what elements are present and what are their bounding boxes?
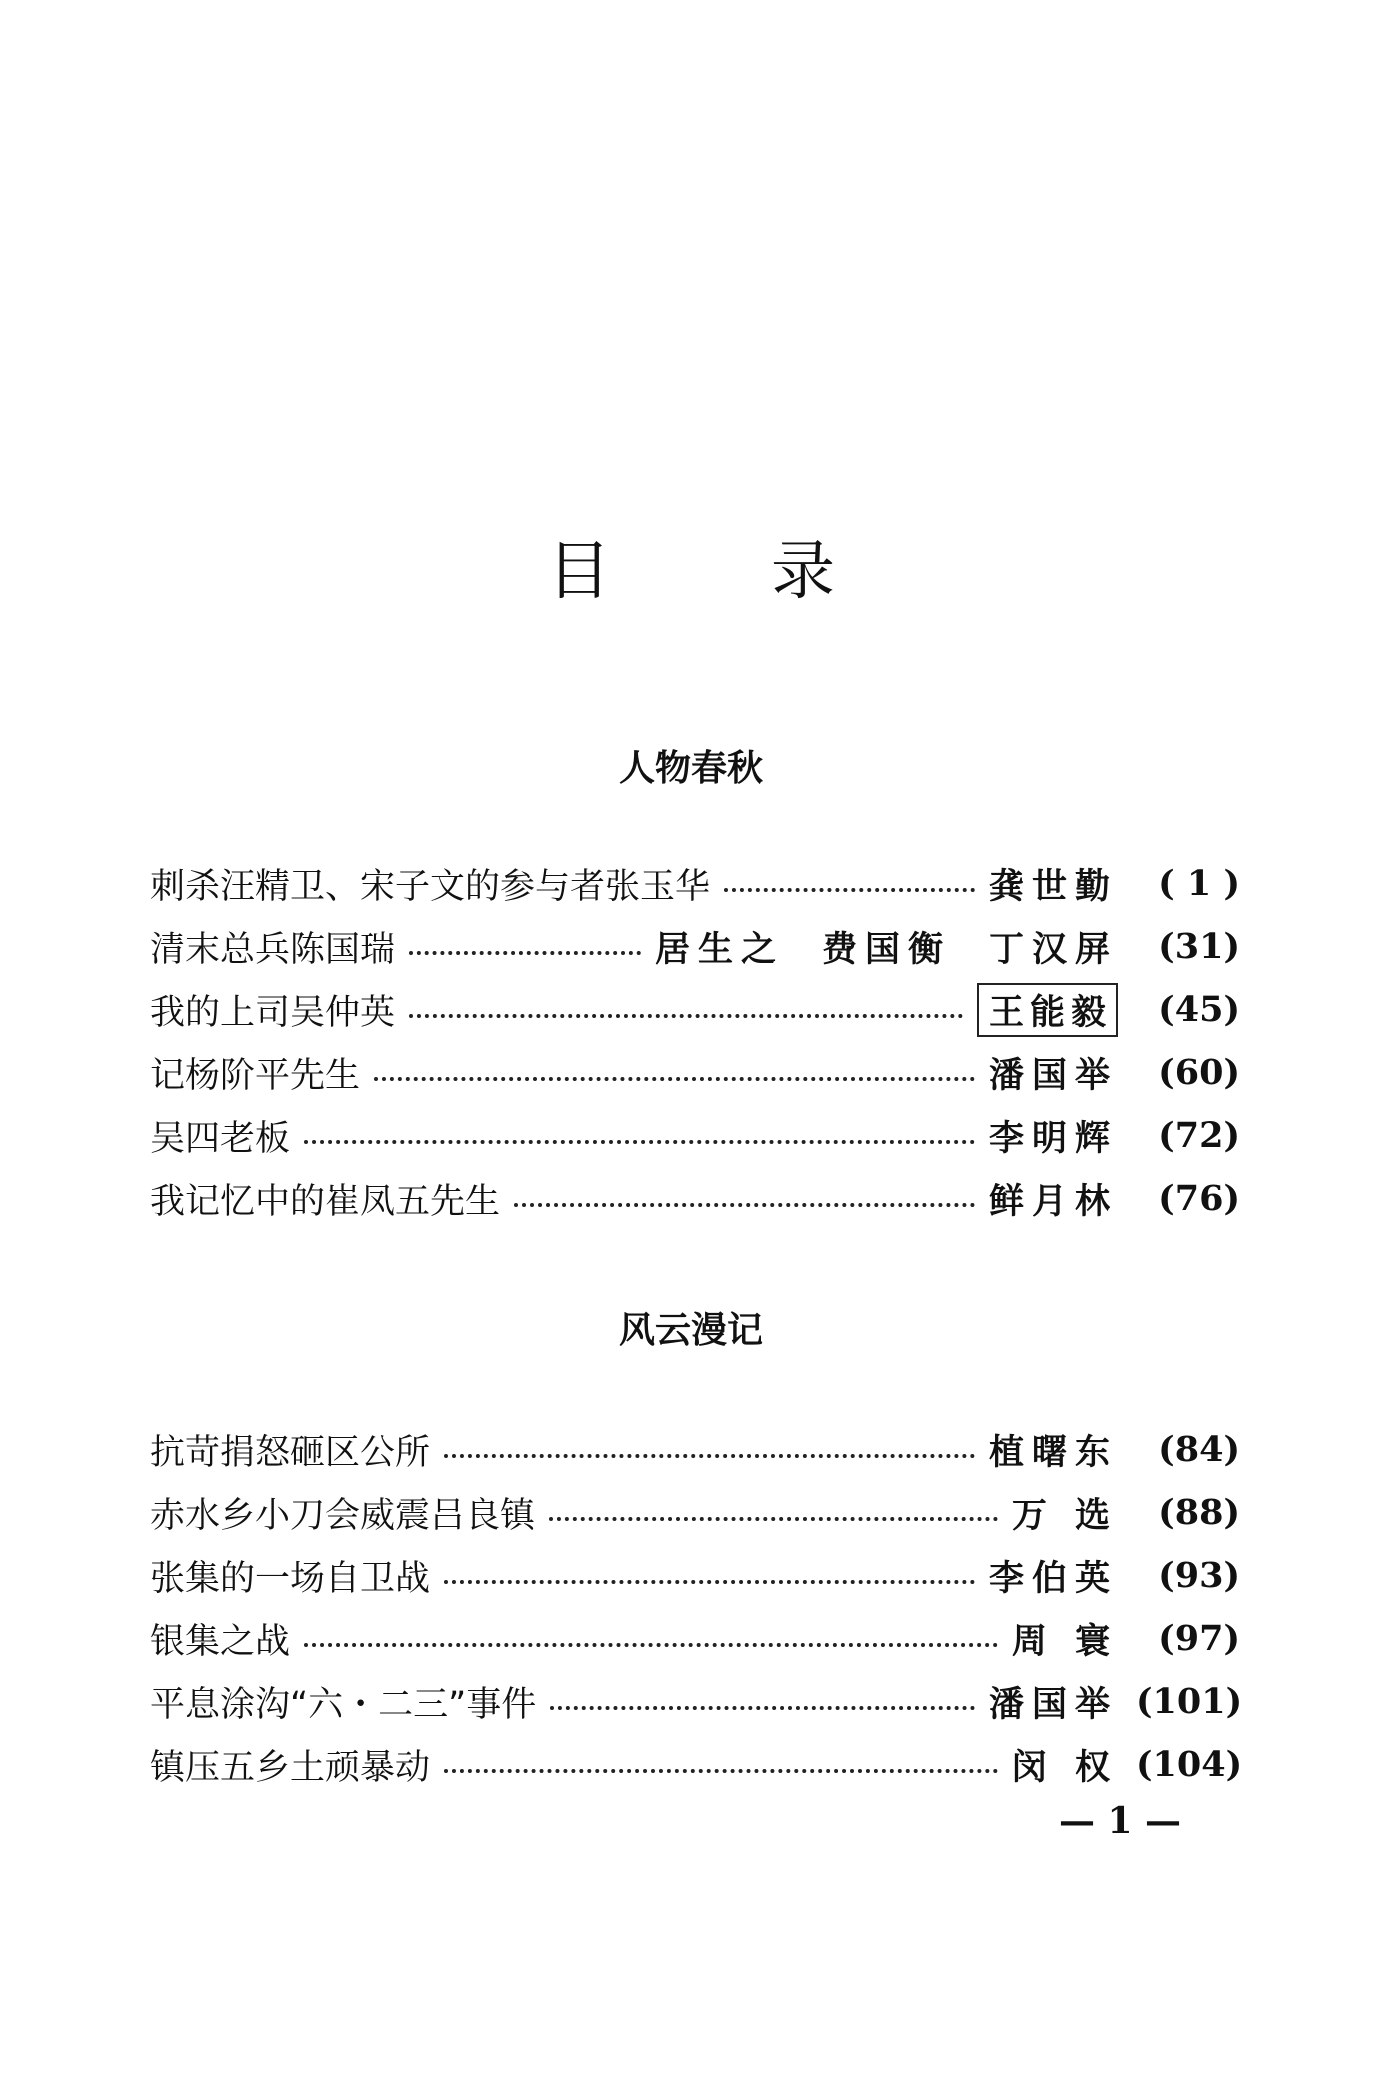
page-title-char-2: 录: [771, 535, 835, 609]
toc-entry[interactable]: [150, 1418, 1240, 1481]
toc-entry[interactable]: [150, 1544, 1240, 1607]
entry-author: 潘国举: [988, 1683, 1118, 1725]
page-title-char-1: 目: [547, 535, 611, 609]
section-heading: 人物春秋: [618, 748, 763, 789]
dot-leader: [724, 888, 975, 892]
toc-entry[interactable]: [150, 1607, 1240, 1670]
toc-entry[interactable]: [150, 1167, 1240, 1230]
entry-title: 抗苛捐怒砸区公所: [150, 1432, 431, 1473]
entry-authors: [977, 983, 1118, 1037]
entry-author: 李明辉: [988, 1117, 1118, 1159]
entry-page: (60): [1158, 1052, 1240, 1093]
toc-entry[interactable]: [150, 1670, 1243, 1733]
dot-leader: [444, 1580, 975, 1584]
toc-entry[interactable]: [150, 1733, 1243, 1796]
entry-author: 龚世勤: [988, 865, 1118, 907]
page-number: — 1 —: [1058, 1800, 1182, 1842]
dot-leader: [409, 1014, 963, 1018]
entry-authors: [1012, 1488, 1118, 1538]
entry-author: 费国衡: [821, 928, 951, 970]
toc-entry[interactable]: [150, 915, 1240, 978]
entry-authors: [1012, 1614, 1118, 1664]
entry-title: 平息涂沟“六・二三”事件: [150, 1684, 537, 1725]
dot-leader: [444, 1454, 975, 1458]
entry-title: 刺杀汪精卫、宋子文的参与者张玉华: [150, 866, 711, 907]
entry-title: 镇压五乡土顽暴动: [150, 1747, 431, 1788]
entry-page: (88): [1158, 1492, 1240, 1533]
toc-entry[interactable]: [150, 1104, 1240, 1167]
entry-page: (93): [1158, 1555, 1240, 1596]
entry-page: (97): [1158, 1618, 1240, 1659]
section-heading: 风云漫记: [618, 1310, 763, 1351]
dot-leader: [409, 951, 641, 955]
entry-page: (76): [1158, 1178, 1240, 1219]
entry-page: (72): [1158, 1115, 1240, 1156]
dot-leader: [444, 1769, 998, 1773]
entry-title: 银集之战: [150, 1621, 291, 1662]
entry-title: 清末总兵陈国瑞: [150, 929, 396, 970]
entry-author: 周 寰: [1011, 1620, 1118, 1662]
entry-authors: [989, 1174, 1118, 1224]
entry-page: (45): [1158, 989, 1240, 1030]
entry-authors: [989, 1425, 1118, 1475]
toc-entry[interactable]: [150, 978, 1240, 1041]
entry-page: (31): [1158, 926, 1240, 967]
entry-authors: [989, 1551, 1118, 1601]
toc-entry[interactable]: [150, 1481, 1240, 1544]
entry-author: 鲜月林: [988, 1180, 1118, 1222]
entry-authors: [989, 1048, 1118, 1098]
entry-title: 记杨阶平先生: [150, 1055, 361, 1096]
entry-authors: [989, 1677, 1118, 1727]
dot-leader: [550, 1706, 975, 1710]
dot-leader: [304, 1643, 998, 1647]
toc-entry[interactable]: [150, 852, 1240, 915]
entry-author: 李伯英: [988, 1557, 1118, 1599]
entry-author: 万 选: [1011, 1494, 1118, 1536]
entry-page: (104): [1136, 1744, 1243, 1785]
dot-leader: [514, 1203, 975, 1207]
dot-leader: [304, 1140, 975, 1144]
entry-title: 吴四老板: [150, 1118, 291, 1159]
dot-leader: [374, 1077, 975, 1081]
entry-author: 闵 权: [1011, 1746, 1118, 1788]
dot-leader: [549, 1517, 998, 1521]
entry-author: 潘国举: [988, 1054, 1118, 1096]
entry-page: (101): [1136, 1681, 1243, 1722]
entry-author: 植曙东: [988, 1431, 1118, 1473]
entry-title: 张集的一场自卫战: [150, 1558, 431, 1599]
entry-title: 我的上司吴仲英: [150, 992, 396, 1033]
toc-entry[interactable]: [150, 1041, 1240, 1104]
entry-author: 居生之: [654, 928, 784, 970]
entry-authors: [1012, 1740, 1118, 1790]
page-title: [0, 520, 1382, 612]
entry-title: 赤水乡小刀会威震吕良镇: [150, 1495, 536, 1536]
toc-list: [150, 852, 1240, 1230]
entry-authors: [989, 859, 1118, 909]
toc-list: [150, 1418, 1243, 1796]
entry-page: (84): [1158, 1429, 1240, 1470]
entry-authors: [989, 1111, 1118, 1161]
entry-author: 丁汉屏: [988, 928, 1118, 970]
entry-authors: [655, 922, 1118, 972]
entry-page: ( 1 ): [1158, 863, 1240, 904]
entry-title: 我记忆中的崔凤五先生: [150, 1181, 501, 1222]
entry-author-boxed: 王能毅: [977, 983, 1118, 1037]
